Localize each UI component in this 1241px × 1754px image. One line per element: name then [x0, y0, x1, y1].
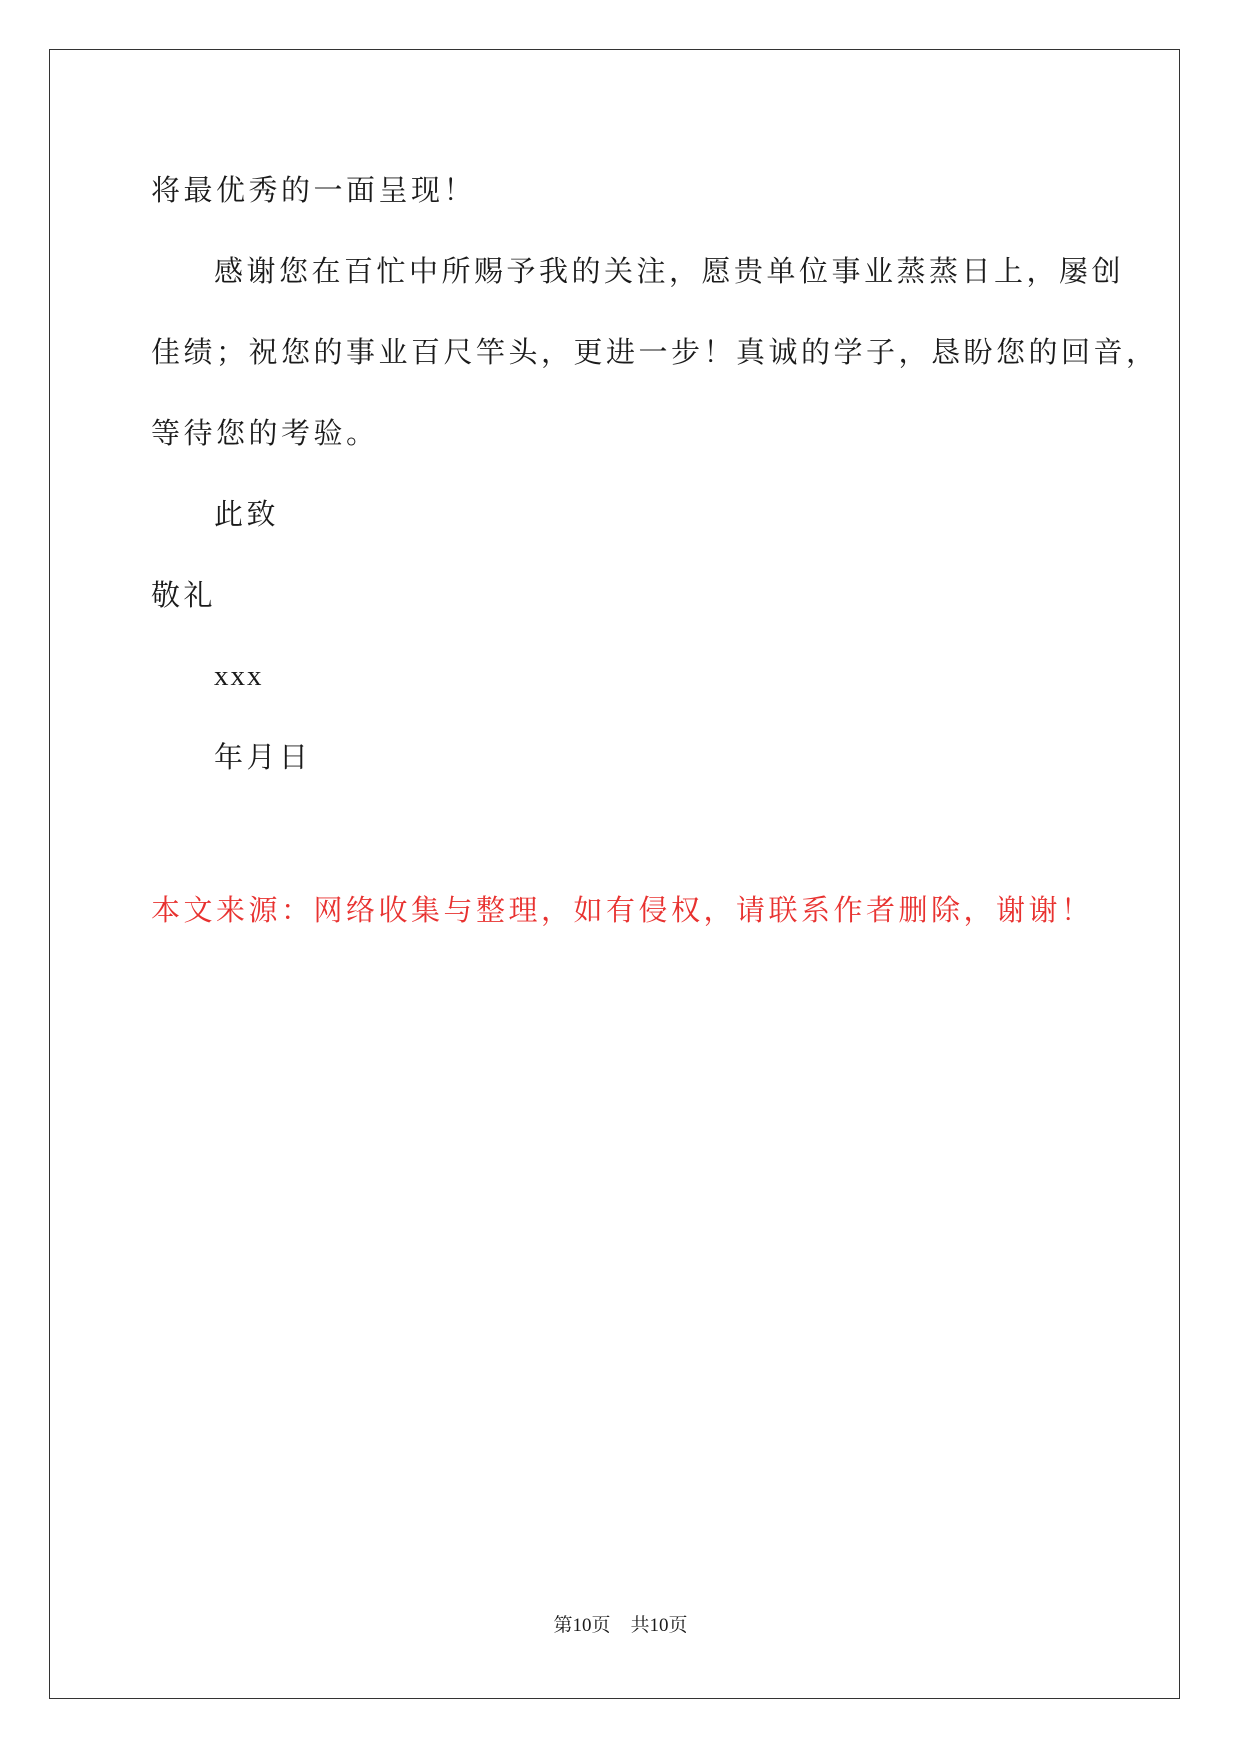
page-border [49, 49, 1180, 1699]
page-number-total: 共10页 [630, 1615, 688, 1636]
body-line-3: 佳绩；祝您的事业百尺竿头，更进一步！真诚的学子，恳盼您的回音， [151, 335, 1159, 369]
closing-salutation: 此致 [214, 497, 280, 531]
source-note: 本文来源：网络收集与整理，如有侵权，请联系作者删除，谢谢！ [151, 893, 1094, 927]
page-number-current: 第10页 [553, 1615, 611, 1636]
signature-name: xxx [214, 660, 264, 692]
body-line-2: 感谢您在百忙中所赐予我的关注，愿贵单位事业蒸蒸日上，屡创 [214, 254, 1125, 288]
body-line-1: 将最优秀的一面呈现！ [151, 173, 477, 207]
page-footer [0, 1610, 1241, 1637]
body-line-4: 等待您的考验。 [151, 416, 379, 450]
closing-regards: 敬礼 [151, 578, 217, 612]
signature-date: 年月日 [214, 740, 312, 774]
